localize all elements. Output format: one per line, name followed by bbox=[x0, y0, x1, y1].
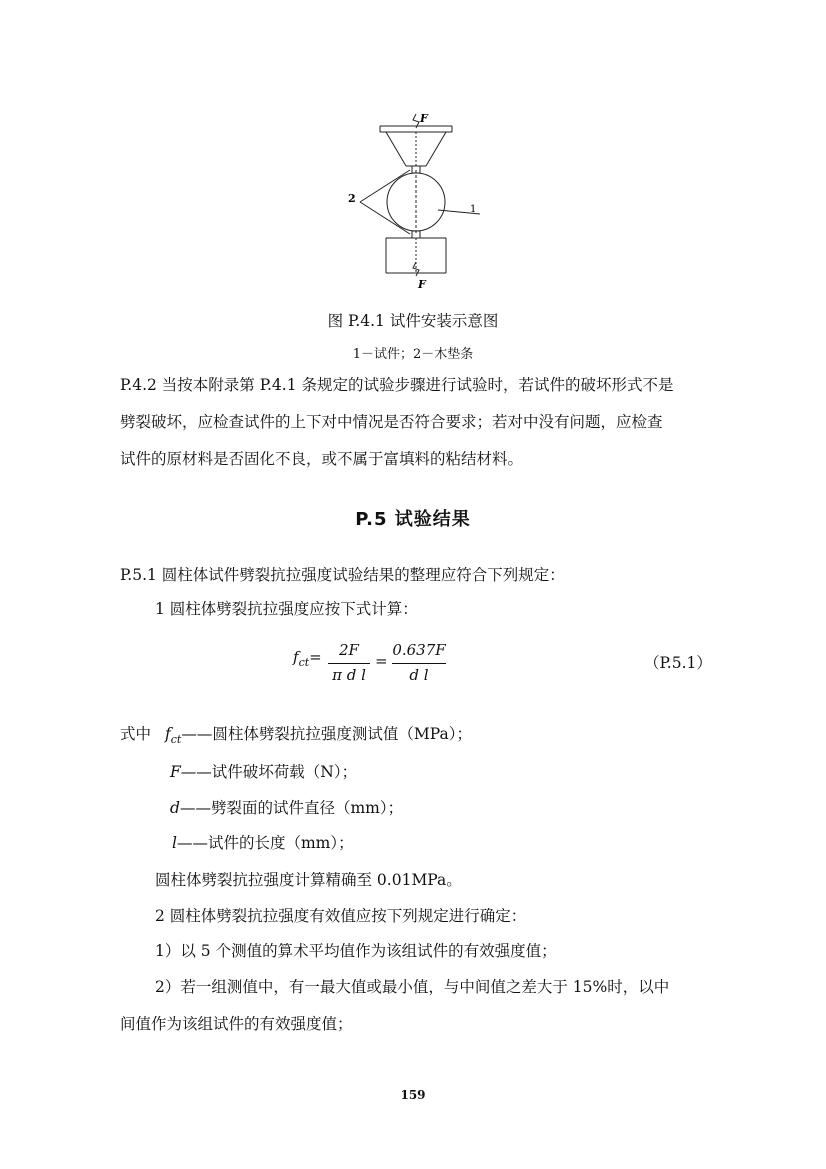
label-specimen: 1 bbox=[470, 204, 477, 215]
formula-number: （P.5.1） bbox=[644, 654, 712, 672]
definition-text: ——试件的长度（mm）； bbox=[176, 834, 354, 852]
specimen-installation-figure bbox=[340, 110, 500, 290]
precision-note: 圆柱体劈裂抗拉强度计算精确至 0.01MPa。 bbox=[155, 871, 462, 889]
formula-lhs-subscript: ct bbox=[298, 656, 310, 669]
clause-p51-item1: 1 圆柱体劈裂抗拉强度应按下式计算： bbox=[155, 600, 418, 618]
definition-F bbox=[170, 761, 357, 783]
definition-symbol: F bbox=[170, 763, 181, 781]
rule-2-line2: 间值作为该组试件的有效强度值； bbox=[120, 1015, 353, 1033]
definition-subscript: ct bbox=[170, 733, 182, 747]
formula-equals-1: = bbox=[309, 648, 322, 666]
rule-2-line1: 2）若一组测值中，有一最大值或最小值，与中间值之差大于 15%时，以中 bbox=[155, 978, 670, 996]
definition-symbol: d bbox=[170, 799, 180, 817]
force-label-top: F bbox=[420, 112, 428, 125]
definition-text: ——圆柱体劈裂抗拉强度测试值（MPa）； bbox=[181, 725, 472, 743]
formula-frac1-denominator: π d l bbox=[332, 666, 366, 684]
figure-legend: 1－试件；2－木垫条 bbox=[352, 347, 474, 362]
formula-frac1-numerator: 2F bbox=[339, 641, 359, 659]
formula-lhs-symbol: f bbox=[293, 648, 299, 666]
formula-frac2-bar bbox=[392, 663, 446, 664]
clause-p42-line3: 试件的原材料是否固化不良，或不属于富填料的粘结材料。 bbox=[120, 450, 524, 468]
definition-l bbox=[172, 832, 354, 854]
figure-drawing bbox=[340, 110, 500, 290]
section-heading: P.5 试验结果 bbox=[355, 509, 471, 530]
formula-frac2-numerator: 0.637F bbox=[392, 641, 446, 659]
figure-caption: 图 P.4.1 试件安装示意图 bbox=[327, 312, 499, 330]
formula-frac1-bar bbox=[328, 663, 370, 664]
formula-lhs bbox=[293, 648, 322, 669]
clause-p42-line2: 劈裂破坏，应检查试件的上下对中情况是否符合要求；若对中没有问题，应检查 bbox=[120, 413, 663, 431]
page-number: 159 bbox=[400, 1088, 426, 1102]
where-label: 式中 bbox=[120, 725, 152, 743]
definition-symbol: f bbox=[165, 725, 171, 743]
definition-text: ——劈裂面的试件直径（mm）； bbox=[179, 799, 404, 817]
definition-d bbox=[170, 797, 403, 819]
rule-1: 1）以 5 个测值的算术平均值作为该组试件的有效强度值； bbox=[155, 942, 557, 960]
force-label-bottom: F bbox=[418, 278, 426, 290]
definition-text: ——试件破坏荷载（N）； bbox=[180, 763, 358, 781]
clause-p42-line1: P.4.2 当按本附录第 P.4.1 条规定的试验步骤进行试验时，若试件的破坏形式不是 bbox=[120, 376, 674, 394]
label-wood-strip: 2 bbox=[348, 192, 356, 205]
clause-p51-intro: P.5.1 圆柱体试件劈裂抗拉强度试验结果的整理应符合下列规定： bbox=[120, 566, 565, 584]
formula-equals-2: = bbox=[375, 652, 388, 670]
definition-symbol: l bbox=[172, 834, 177, 852]
formula-frac2-denominator: d l bbox=[409, 666, 429, 684]
clause-p51-item2: 2 圆柱体劈裂抗拉强度有效值应按下列规定进行确定： bbox=[155, 907, 527, 925]
definition-fct bbox=[165, 723, 472, 751]
